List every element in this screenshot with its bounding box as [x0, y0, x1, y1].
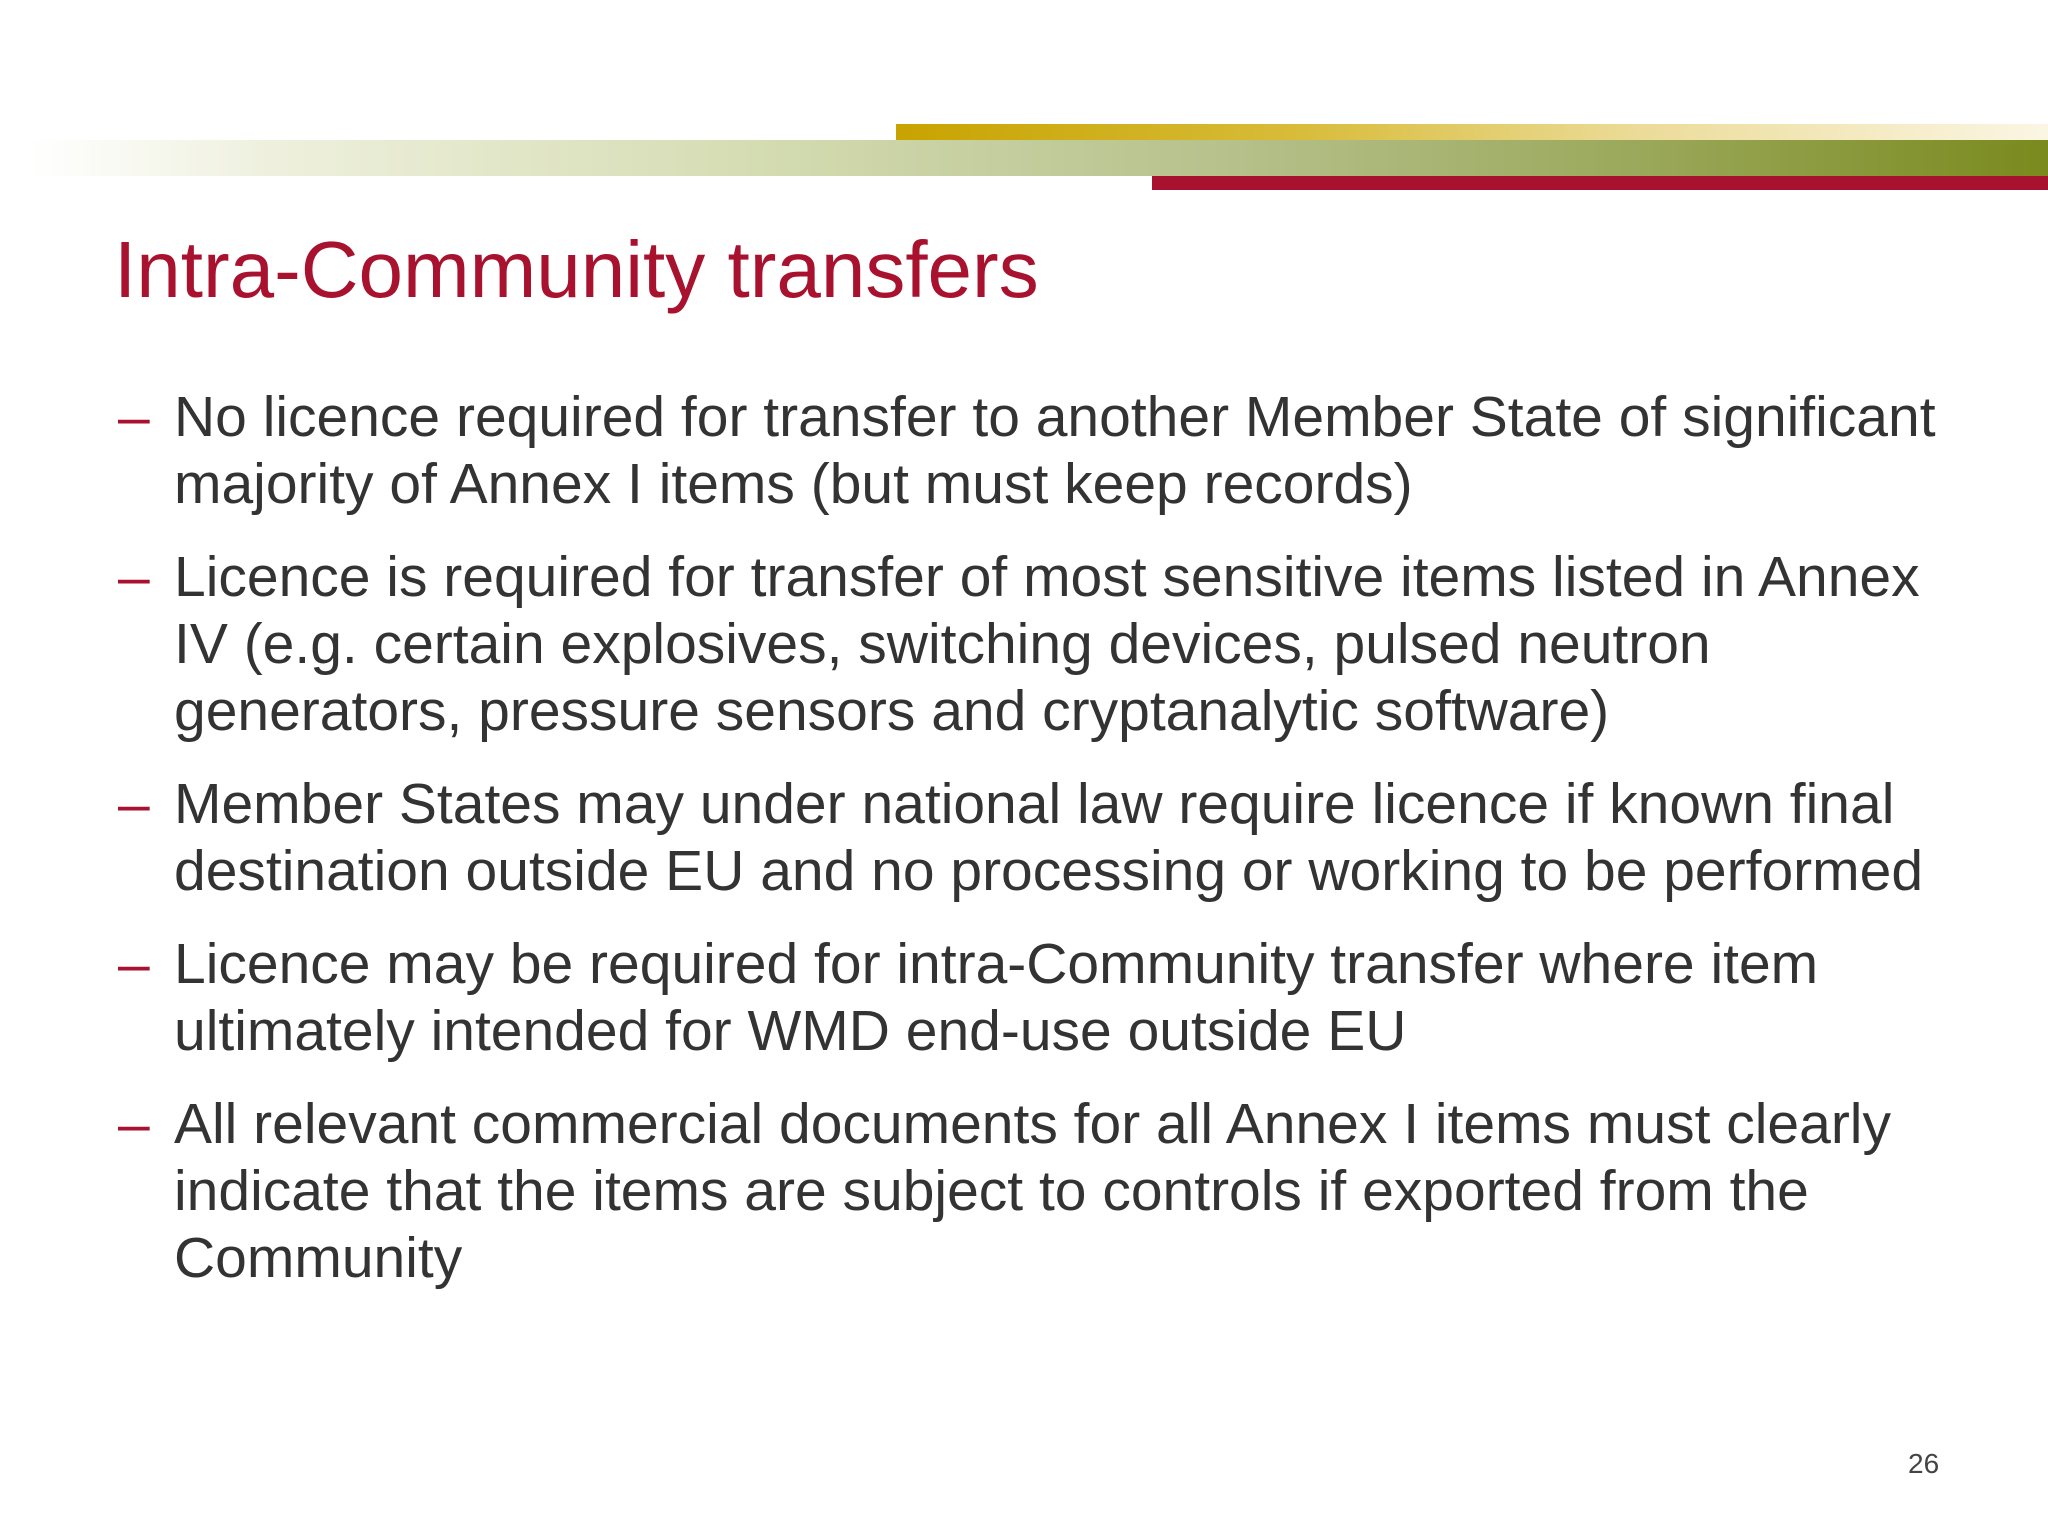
bullet-text: No licence required for transfer to another Member State of significant majority of Annex I items (but must keep records): [174, 385, 1936, 516]
bullet-text: Licence may be required for intra-Community transfer where item ultimately intended for WMD end-use outside EU: [174, 932, 1819, 1063]
header-band-green: [30, 140, 2048, 176]
bullet-item: [118, 544, 1958, 745]
bullet-dash: –: [118, 545, 150, 609]
page-number: 26: [1908, 1448, 1940, 1479]
bullet-list: [118, 384, 1958, 1318]
bullet-text: Member States may under national law require licence if known final destination outside EU and no processing or working to be performed: [174, 772, 1924, 903]
header-band-gold: [896, 124, 2048, 140]
bullet-dash: –: [118, 1092, 150, 1156]
bullet-text: Licence is required for transfer of most sensitive items listed in Annex IV (e.g. certain explosives, switching devices, pulsed neutron generators, pressure sensors and cryptanalytic software): [174, 545, 1920, 743]
bullet-item: [118, 1091, 1958, 1292]
slide-title: Intra-Community transfers: [114, 225, 1039, 314]
header-band-red: [1152, 176, 2048, 190]
bullet-item: [118, 384, 1958, 518]
bullet-text: All relevant commercial documents for all Annex I items must clearly indicate that the items are subject to controls if exported from the Community: [174, 1092, 1891, 1290]
bullet-item: [118, 771, 1958, 905]
bullet-dash: –: [118, 385, 150, 449]
bullet-dash: –: [118, 932, 150, 996]
bullet-dash: –: [118, 772, 150, 836]
bullet-item: [118, 931, 1958, 1065]
